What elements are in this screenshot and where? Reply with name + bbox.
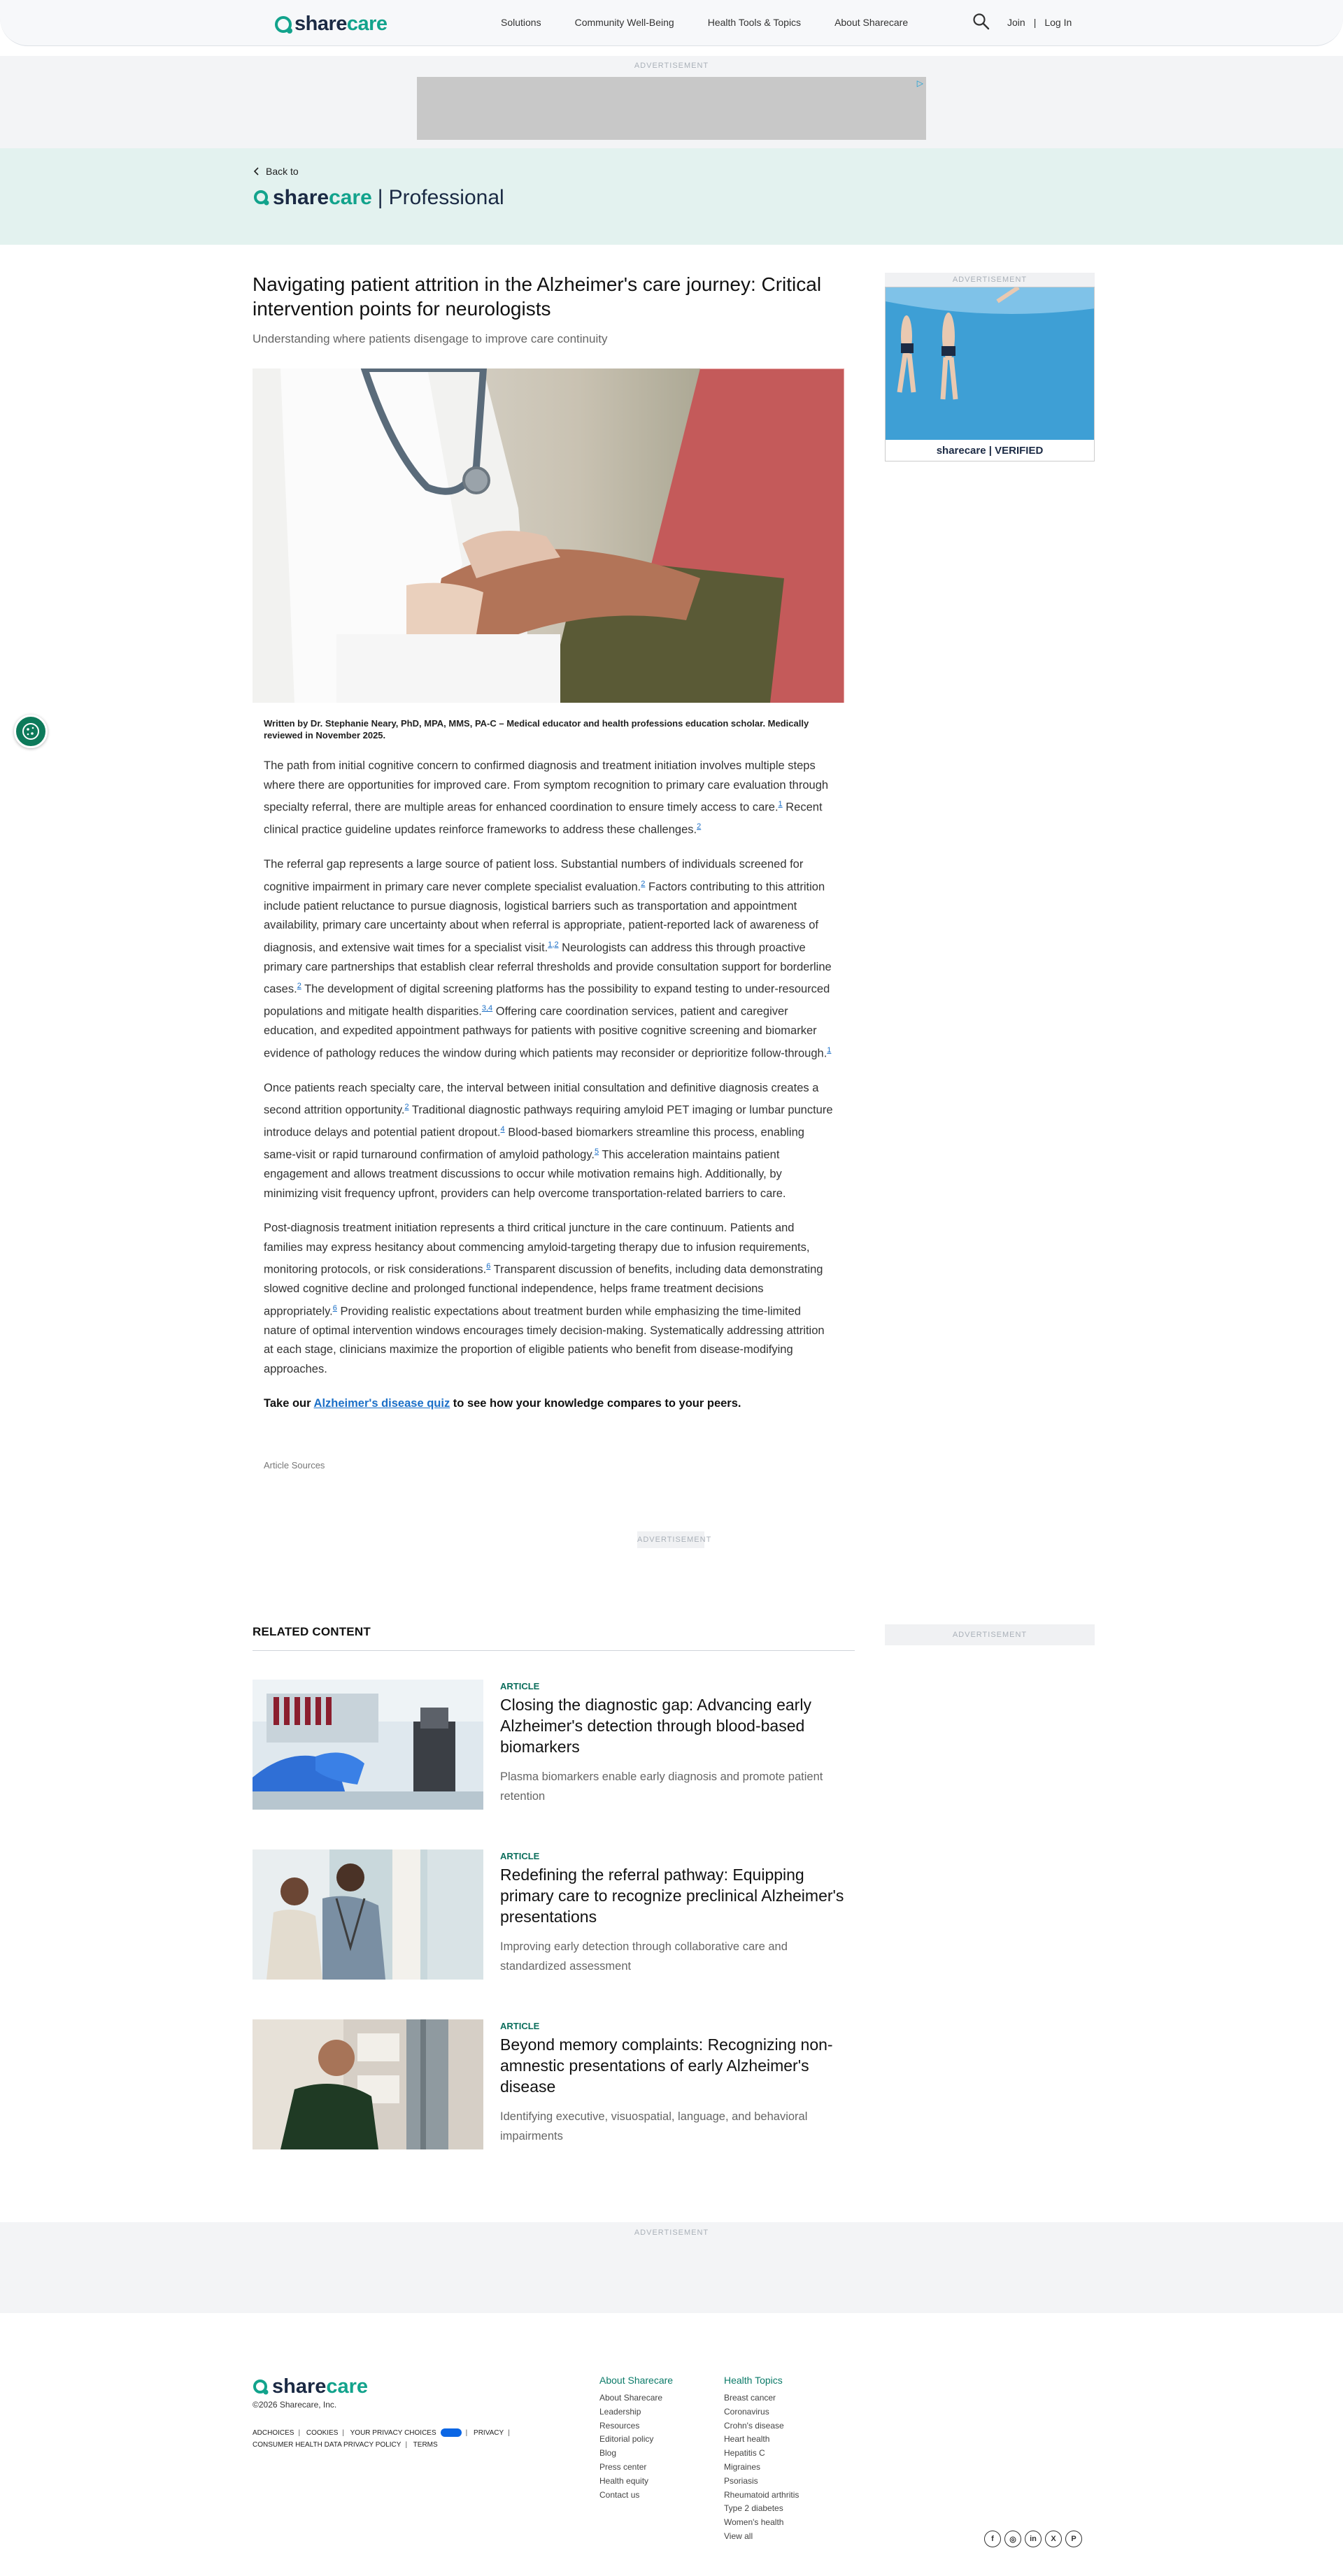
ad-label: ADVERTISEMENT xyxy=(952,1631,1028,1639)
footer-topics-column xyxy=(724,2375,799,2544)
citation-link[interactable]: 2 xyxy=(697,822,702,831)
login-link[interactable]: Log In xyxy=(1044,17,1072,28)
footer-topic-link[interactable]: Women's health xyxy=(724,2517,784,2528)
top-navigation-bar xyxy=(0,0,1343,46)
footer-link-privacy[interactable]: PRIVACY xyxy=(474,2429,504,2437)
footer-link-privacy-choices[interactable]: YOUR PRIVACY CHOICES xyxy=(350,2429,436,2437)
chevron-left-icon xyxy=(253,167,260,176)
article-paragraph-1 xyxy=(264,757,834,840)
related-description: Identifying executive, visuospatial, language, and behavioral impairments xyxy=(500,2110,808,2142)
linkedin-icon[interactable]: in xyxy=(1025,2531,1042,2547)
cookie-settings-button[interactable] xyxy=(14,715,48,748)
footer-topic-link[interactable]: Rheumatoid arthritis xyxy=(724,2489,800,2500)
ad-label: ADVERTISEMENT xyxy=(637,1536,712,1544)
footer-link-adchoices[interactable]: ADCHOICES xyxy=(253,2429,294,2437)
privacy-choices-icon xyxy=(441,2428,462,2437)
pro-logo-separator: | xyxy=(377,186,383,209)
related-tag: ARTICLE xyxy=(500,1681,540,1691)
related-thumbnail[interactable] xyxy=(253,1680,483,1810)
lab-blood-samples-image xyxy=(253,1680,483,1810)
citation-link[interactable]: 3,4 xyxy=(481,1004,493,1012)
citation-link[interactable]: 6 xyxy=(332,1303,337,1312)
paragraph-text: This acceleration maintains patient engagement and allows treatment discussions to occur while motivation remains high. Additionally, by minimizing visit frequency upfront, providers can help overcome transportation-related barriers to care. xyxy=(264,1148,786,1200)
related-card[interactable] xyxy=(253,1849,855,1980)
ad-label: ADVERTISEMENT xyxy=(885,273,1095,287)
facebook-icon[interactable]: f xyxy=(984,2531,1001,2547)
logo-care-text: care xyxy=(346,13,388,35)
back-link[interactable] xyxy=(253,166,299,177)
paragraph-text: Factors contributing to this attrition include patient reluctance to pursue diagnosis, logistical barriers such as transportation and appointment availability, primary care uncertainty about when referral is appropriate, patient-reported lack of awareness of diagnosis, and extensive wait times for a specialist visit. xyxy=(264,880,825,954)
footer-about-link[interactable]: Resources xyxy=(599,2420,640,2431)
pro-logo-care: care xyxy=(329,186,372,209)
footer-about-link[interactable]: Press center xyxy=(599,2461,647,2472)
ad-label: ADVERTISEMENT xyxy=(634,62,709,70)
paragraph-text: Neurologists can address this through proactive primary care partnerships that establish clear referral thresholds and provide consultation support for borderline cases. xyxy=(264,941,832,996)
top-ad-band xyxy=(0,56,1343,148)
ad-label: ADVERTISEMENT xyxy=(634,2228,709,2237)
footer-about-link[interactable]: Health equity xyxy=(599,2475,649,2486)
sharecare-professional-logo[interactable] xyxy=(253,186,504,210)
auth-links xyxy=(1007,17,1072,28)
footer-logo-care: care xyxy=(326,2375,369,2398)
citation-link[interactable]: 5 xyxy=(594,1147,599,1156)
paragraph-text: Blood-based biomarkers streamline this process, enabling same-visit or rapid turnaround confirmation of amyloid pathology. xyxy=(264,1126,804,1161)
doctor-holding-patient-hand-image xyxy=(253,368,844,703)
article-paragraph-4 xyxy=(264,1219,834,1379)
doctor-patient-consultation-image xyxy=(253,1849,483,1980)
nav-about-sharecare[interactable]: About Sharecare xyxy=(834,17,909,28)
related-description: Improving early detection through collaborative care and standardized assessment xyxy=(500,1940,788,1973)
mid-ad-placeholder xyxy=(637,1531,712,1548)
side-ad xyxy=(885,273,1095,468)
related-content-heading: RELATED CONTENT xyxy=(253,1625,371,1638)
citation-link[interactable]: 6 xyxy=(486,1262,491,1271)
related-title[interactable]: Redefining the referral pathway: Equipping primary care to recognize preclinical Alzheimer's presentations xyxy=(500,1866,844,1926)
pro-logo-professional: Professional xyxy=(388,186,504,209)
hero-image xyxy=(253,368,844,703)
man-looking-out-window-image xyxy=(253,2019,483,2149)
nav-community-well-being[interactable]: Community Well-Being xyxy=(574,17,674,28)
paragraph-text: Once patients reach specialty care, the interval between initial consultation and definitive diagnosis creates a second attrition opportunity. xyxy=(264,1081,819,1117)
instagram-icon[interactable]: ◎ xyxy=(1004,2531,1021,2547)
article-paragraph-3 xyxy=(264,1079,834,1204)
related-thumbnail[interactable] xyxy=(253,2019,483,2149)
paragraph-text: The development of digital screening platforms has the possibility to expand testing to under-resourced populations and mitigate health disparities. xyxy=(264,982,830,1018)
footer-topic-link[interactable]: Migraines xyxy=(724,2461,761,2472)
footer-about-link[interactable]: Editorial policy xyxy=(599,2434,654,2445)
footer-link-health-data[interactable]: CONSUMER HEALTH DATA PRIVACY POLICY xyxy=(253,2441,402,2449)
paragraph-text: The referral gap represents a large source of patient loss. Substantial numbers of individuals screened for cognitive impairment in primary care never complete specialist evaluation. xyxy=(264,858,804,893)
footer-topic-link[interactable]: Crohn's disease xyxy=(724,2420,784,2431)
swimmers-ad-image xyxy=(886,287,1095,441)
logo-share-text: share xyxy=(294,13,347,35)
related-divider xyxy=(253,1650,855,1651)
side-ad-creative[interactable] xyxy=(885,287,1095,461)
footer-topics-heading: Health Topics xyxy=(724,2375,783,2386)
citation-link[interactable]: 4 xyxy=(500,1125,505,1133)
footer-about-link[interactable]: Leadership xyxy=(599,2406,641,2417)
article-sources-toggle[interactable]: Article Sources xyxy=(264,1460,325,1471)
citation-link[interactable]: 1 xyxy=(778,800,783,808)
footer-about-link[interactable]: About Sharecare xyxy=(599,2393,663,2403)
sharecare-logo-mark-icon xyxy=(275,16,292,33)
quiz-text: Take our xyxy=(264,1397,314,1410)
sharecare-logo[interactable] xyxy=(275,13,388,36)
paragraph-text: Post-diagnosis treatment initiation represents a third critical juncture in the care continuum. Patients and families may express hesitancy about commencing amyloid-targeting therapy due to infusion requirements, monitoring protocols, or risk considerations. xyxy=(264,1222,810,1276)
article-title: Navigating patient attrition in the Alzheimer's care journey: Critical intervention points for neurologists xyxy=(253,273,822,320)
leaderboard-ad[interactable] xyxy=(417,77,926,140)
footer-topic-link[interactable]: View all xyxy=(724,2531,753,2541)
quiz-link[interactable]: Alzheimer's disease quiz xyxy=(313,1397,450,1410)
related-card[interactable] xyxy=(253,1680,855,1810)
citation-link[interactable]: 1 xyxy=(827,1045,832,1054)
pro-logo-share: share xyxy=(273,186,329,209)
sharecare-logo-mark-icon xyxy=(253,189,270,206)
paragraph-text: Recent clinical practice guideline updates reinforce frameworks to address these challenges. xyxy=(264,801,823,836)
footer-logo[interactable] xyxy=(253,2375,368,2398)
quiz-callout xyxy=(264,1394,834,1414)
citation-link[interactable]: 2 xyxy=(297,982,301,990)
citation-link[interactable]: 2 xyxy=(404,1103,409,1111)
back-label: Back to xyxy=(266,166,299,177)
related-tag: ARTICLE xyxy=(500,2021,540,2031)
paragraph-text: The path from initial cognitive concern to confirmed diagnosis and treatment initiation involves multiple steps where there are opportunities for improved care. From symptom recognition to primary care evaluation through specialty referral, there are multiple areas for enhanced coordination to ensure timely access to care. xyxy=(264,759,829,814)
pinterest-icon[interactable]: P xyxy=(1065,2531,1082,2547)
x-twitter-icon[interactable]: X xyxy=(1045,2531,1062,2547)
footer-topic-link[interactable]: Breast cancer xyxy=(724,2393,776,2403)
related-card[interactable] xyxy=(253,2019,855,2149)
adchoices-icon[interactable]: ▷ xyxy=(916,78,923,88)
footer-logo-share: share xyxy=(272,2375,327,2398)
related-description: Plasma biomarkers enable early diagnosis and promote patient retention xyxy=(500,1770,823,1803)
footer-about-heading: About Sharecare xyxy=(599,2375,674,2386)
main-nav xyxy=(501,17,941,28)
auth-separator: | xyxy=(1033,17,1037,28)
paragraph-text: Transparent discussion of benefits, including data demonstrating slowed cognitive decline and prolonged functional independence, helps frame treatment decisions appropriately. xyxy=(264,1263,823,1317)
sharecare-logo-mark-icon xyxy=(253,2379,269,2396)
footer-topic-link[interactable]: Heart health xyxy=(724,2434,770,2445)
paragraph-text: Traditional diagnostic pathways requiring amyloid PET imaging or lumbar puncture introduce delays and potential patient dropout. xyxy=(264,1103,833,1139)
side-ad-placeholder xyxy=(885,1624,1095,1645)
search-icon[interactable] xyxy=(972,13,990,31)
cookie-icon xyxy=(21,722,41,741)
related-title[interactable]: Closing the diagnostic gap: Advancing early Alzheimer's detection through blood-based biomarkers xyxy=(500,1696,811,1756)
article-body xyxy=(264,757,834,1429)
article-paragraph-2 xyxy=(264,855,834,1064)
citation-link[interactable]: 2 xyxy=(641,879,646,888)
professional-band xyxy=(0,148,1343,245)
article-subtitle: Understanding where patients disengage to improve care continuity xyxy=(253,332,608,345)
footer-link-terms[interactable]: TERMS xyxy=(413,2441,438,2449)
footer-topic-link[interactable]: Hepatitis C xyxy=(724,2448,765,2459)
related-tag: ARTICLE xyxy=(500,1851,540,1861)
footer-about-column xyxy=(599,2375,673,2502)
footer-topic-link[interactable]: Coronavirus xyxy=(724,2406,769,2417)
footer-link-cookies[interactable]: COOKIES xyxy=(306,2429,339,2437)
join-link[interactable]: Join xyxy=(1007,17,1025,28)
footer-about-link[interactable]: Contact us xyxy=(599,2489,640,2500)
paragraph-text: Providing realistic expectations about treatment burden while emphasizing the time-limited nature of optimal intervention windows encourages timely decision-making. Systematically addressing attrition at each stage, clinicians maximize the proportion of eligible patients who benefit from disease-modifying approaches. xyxy=(264,1305,825,1375)
footer-legal-links: ADCHOICES | COOKIES | YOUR PRIVACY CHOICES | PRIVACY | CONSUMER HEALTH DATA PRIVACY POLICY | TERMS xyxy=(253,2429,510,2449)
footer-topic-link[interactable]: Psoriasis xyxy=(724,2475,758,2486)
related-thumbnail[interactable] xyxy=(253,1849,483,1980)
article-byline: Written by Dr. Stephanie Neary, PhD, MPA, MMS, PA-C – Medical educator and health professions education scholar. Medically reviewed in November 2025. xyxy=(264,718,809,740)
footer-about-link[interactable]: Blog xyxy=(599,2448,617,2459)
bottom-ad-band xyxy=(0,2222,1343,2313)
nav-health-tools-topics[interactable]: Health Tools & Topics xyxy=(707,17,802,28)
copyright: ©2026 Sharecare, Inc. xyxy=(253,2400,337,2410)
quiz-text: to see how your knowledge compares to your peers. xyxy=(450,1397,741,1410)
related-title[interactable]: Beyond memory complaints: Recognizing non-amnestic presentations of early Alzheimer's disease xyxy=(500,2035,833,2096)
paragraph-text: Offering care coordination services, patient and caregiver education, and expedited appointment pathways for patients with positive cognitive screening and biomarker evidence of pathology reduces the window during which patients may reconsider or deprioritize follow-through. xyxy=(264,1005,827,1059)
nav-solutions[interactable]: Solutions xyxy=(501,17,541,28)
verified-badge: sharecare | VERIFIED xyxy=(886,440,1094,461)
footer-topic-link[interactable]: Type 2 diabetes xyxy=(724,2503,783,2514)
citation-link[interactable]: 1,2 xyxy=(548,940,559,949)
social-links xyxy=(984,2531,1082,2547)
